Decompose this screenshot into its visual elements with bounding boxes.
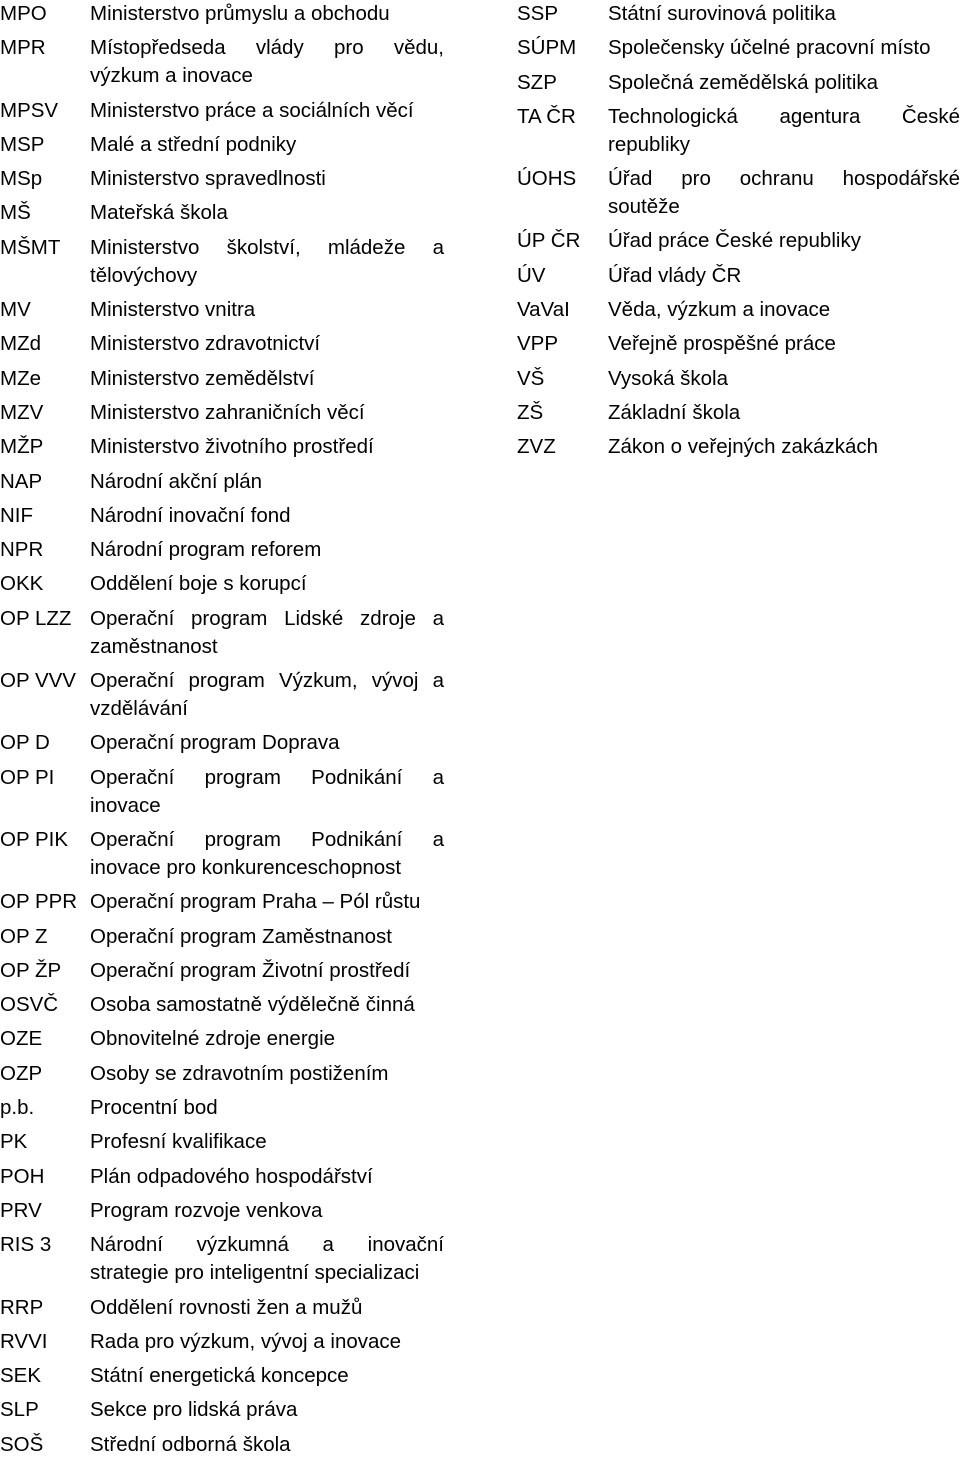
abbreviation-term: MŠMT bbox=[0, 235, 61, 259]
abbreviation-term: MPR bbox=[0, 36, 46, 60]
abbreviation-term: MV bbox=[0, 298, 31, 322]
abbreviation-entry bbox=[0, 1163, 444, 1197]
abbreviation-entry bbox=[0, 296, 444, 330]
abbreviation-definition: Společná zemědělská politika bbox=[608, 70, 879, 94]
abbreviation-entry bbox=[0, 923, 444, 957]
abbreviation-entry bbox=[0, 433, 444, 467]
abbreviation-definition: Státní surovinová politika bbox=[608, 2, 836, 25]
abbreviation-entry bbox=[0, 1025, 444, 1059]
abbreviation-definition: Operační program Zaměstnanost bbox=[90, 924, 392, 948]
abbreviation-definition: Ministerstvo školství, mládeže a tělovýchovy bbox=[90, 235, 444, 287]
abbreviation-definition: Společensky účelné pracovní místo bbox=[608, 36, 931, 60]
abbreviation-term: NIF bbox=[0, 503, 34, 527]
abbreviation-definition: Osoby se zdravotním postižením bbox=[90, 1061, 389, 1085]
abbreviation-entry bbox=[517, 262, 960, 296]
abbreviation-term: NAP bbox=[0, 469, 43, 493]
abbreviation-entry bbox=[0, 826, 444, 888]
abbreviation-term: OP D bbox=[0, 731, 50, 755]
abbreviation-term: MŽP bbox=[0, 435, 44, 459]
abbreviation-entry bbox=[0, 1328, 444, 1362]
abbreviation-term: VŠ bbox=[517, 366, 545, 390]
abbreviation-entry bbox=[0, 234, 444, 296]
abbreviation-term: OP Z bbox=[0, 924, 48, 948]
abbreviation-definition: Národní inovační fond bbox=[90, 503, 291, 527]
abbreviation-term: MSP bbox=[0, 132, 45, 156]
abbreviation-entry bbox=[0, 1294, 444, 1328]
abbreviation-entry bbox=[517, 227, 960, 261]
abbreviation-entry bbox=[0, 991, 444, 1025]
abbreviation-entry bbox=[0, 502, 444, 536]
abbreviation-term: OP LZZ bbox=[0, 606, 72, 630]
abbreviation-definition: Místopředseda vlády pro vědu, výzkum a inovace bbox=[90, 36, 444, 88]
abbreviation-list-right bbox=[517, 0, 960, 468]
abbreviation-entry bbox=[517, 365, 960, 399]
abbreviation-definition: Vysoká škola bbox=[608, 366, 729, 390]
abbreviation-entry bbox=[0, 365, 444, 399]
abbreviation-term: OP PI bbox=[0, 765, 55, 789]
abbreviation-term: MZV bbox=[0, 400, 44, 424]
abbreviation-definition: Ministerstvo zahraničních věcí bbox=[90, 400, 365, 424]
abbreviation-definition: Operační program Výzkum, vývoj a vzdělávání bbox=[90, 669, 444, 721]
abbreviation-definition: Profesní kvalifikace bbox=[90, 1130, 267, 1154]
abbreviation-entry bbox=[0, 330, 444, 364]
abbreviation-term: MZd bbox=[0, 332, 41, 356]
abbreviation-entry bbox=[517, 330, 960, 364]
abbreviation-entry bbox=[0, 1231, 444, 1293]
abbreviation-term: ZVZ bbox=[517, 435, 556, 459]
abbreviation-term: TA ČR bbox=[517, 104, 576, 128]
abbreviation-definition: Veřejně prospěšné práce bbox=[608, 332, 836, 356]
abbreviation-definition: Ministerstvo práce a sociálních věcí bbox=[90, 98, 414, 122]
abbreviation-term: RIS 3 bbox=[0, 1233, 52, 1257]
abbreviation-term: NPR bbox=[0, 538, 44, 562]
abbreviation-definition: Obnovitelné zdroje energie bbox=[90, 1027, 336, 1051]
abbreviation-entry bbox=[517, 69, 960, 103]
abbreviation-entry bbox=[0, 570, 444, 604]
abbreviation-definition: Oddělení rovnosti žen a mužů bbox=[90, 1295, 363, 1319]
abbreviation-entry bbox=[517, 165, 960, 227]
abbreviation-entry bbox=[0, 131, 444, 165]
abbreviation-definition: Ministerstvo životního prostředí bbox=[90, 435, 374, 459]
abbreviation-entry bbox=[0, 536, 444, 570]
abbreviation-definition: Ministerstvo vnitra bbox=[90, 298, 256, 322]
abbreviation-definition: Úřad pro ochranu hospodářské soutěže bbox=[608, 167, 960, 219]
abbreviation-entry bbox=[0, 468, 444, 502]
abbreviation-term: p.b. bbox=[0, 1096, 35, 1120]
abbreviation-definition: Ministerstvo spravedlnosti bbox=[90, 167, 326, 191]
abbreviation-definition: Národní výzkumná a inovační strategie pro inteligentní specializaci bbox=[90, 1233, 444, 1285]
abbreviation-entry bbox=[0, 165, 444, 199]
abbreviation-term: OP ŽP bbox=[0, 958, 62, 982]
abbreviation-definition: Státní energetická koncepce bbox=[90, 1364, 349, 1388]
abbreviation-term: SSP bbox=[517, 2, 559, 25]
abbreviation-definition: Operační program Doprava bbox=[90, 731, 340, 755]
abbreviation-definition: Technologická agentura České republiky bbox=[608, 104, 960, 156]
abbreviation-entry bbox=[0, 97, 444, 131]
abbreviation-term: SÚPM bbox=[517, 36, 577, 60]
abbreviation-entry bbox=[0, 199, 444, 233]
abbreviation-entry bbox=[0, 957, 444, 991]
abbreviation-definition: Střední odborná škola bbox=[90, 1432, 291, 1456]
abbreviation-entry bbox=[0, 1362, 444, 1396]
abbreviation-term: OZE bbox=[0, 1027, 43, 1051]
abbreviation-entry bbox=[0, 605, 444, 667]
abbreviation-term: SOŠ bbox=[0, 1432, 44, 1456]
abbreviation-term: MSp bbox=[0, 167, 43, 191]
abbreviation-entry bbox=[517, 103, 960, 165]
abbreviation-term: OP PPR bbox=[0, 890, 78, 914]
abbreviation-entry bbox=[0, 1396, 444, 1430]
abbreviation-definition: Úřad práce České republiky bbox=[608, 229, 861, 253]
abbreviation-entry bbox=[0, 1060, 444, 1094]
abbreviation-entry bbox=[0, 0, 444, 34]
abbreviation-term: ZŠ bbox=[517, 400, 544, 424]
abbreviation-entry bbox=[0, 34, 444, 96]
abbreviation-term: ÚOHS bbox=[517, 167, 577, 191]
abbreviation-definition: Program rozvoje venkova bbox=[90, 1198, 323, 1222]
abbreviation-entry bbox=[0, 764, 444, 826]
abbreviation-definition: Ministerstvo zdravotnictví bbox=[90, 332, 321, 356]
abbreviation-definition: Úřad vlády ČR bbox=[608, 263, 742, 287]
abbreviation-term: PRV bbox=[0, 1198, 42, 1222]
abbreviation-term: VPP bbox=[517, 332, 559, 356]
abbreviation-term: MPO bbox=[0, 2, 47, 25]
abbreviation-entry bbox=[0, 888, 444, 922]
abbreviation-definition: Ministerstvo průmyslu a obchodu bbox=[90, 2, 390, 25]
abbreviation-definition: Oddělení boje s korupcí bbox=[90, 572, 307, 596]
abbreviation-term: OZP bbox=[0, 1061, 43, 1085]
abbreviation-definition: Mateřská škola bbox=[90, 201, 228, 225]
abbreviation-definition: Rada pro výzkum, vývoj a inovace bbox=[90, 1329, 402, 1353]
abbreviation-entry bbox=[517, 296, 960, 330]
abbreviation-definition: Operační program Lidské zdroje a zaměstnanost bbox=[90, 606, 444, 658]
abbreviation-definition: Operační program Podnikání a inovace pro konkurenceschopnost bbox=[90, 827, 444, 879]
abbreviation-term: RRP bbox=[0, 1295, 44, 1319]
abbreviation-definition: Operační program Životní prostředí bbox=[90, 958, 411, 982]
abbreviation-list-left bbox=[0, 0, 444, 1465]
abbreviation-definition: Národní akční plán bbox=[90, 469, 263, 493]
abbreviation-definition: Operační program Praha – Pól růstu bbox=[90, 890, 421, 914]
abbreviation-term: PK bbox=[0, 1130, 28, 1154]
abbreviation-term: ÚP ČR bbox=[517, 229, 581, 253]
abbreviation-term: VaVaI bbox=[517, 298, 570, 322]
abbreviation-term: SEK bbox=[0, 1364, 42, 1388]
abbreviation-term: POH bbox=[0, 1164, 45, 1188]
abbreviation-entry bbox=[0, 667, 444, 729]
abbreviation-entry bbox=[0, 1128, 444, 1162]
abbreviation-term: OP VVV bbox=[0, 669, 76, 693]
abbreviation-entry bbox=[0, 1431, 444, 1465]
abbreviation-term: MPSV bbox=[0, 98, 59, 122]
abbreviation-entry bbox=[517, 0, 960, 34]
abbreviation-definition: Malé a střední podniky bbox=[90, 132, 297, 156]
abbreviation-definition: Plán odpadového hospodářství bbox=[90, 1164, 373, 1188]
abbreviation-term: MZe bbox=[0, 366, 41, 390]
abbreviation-definition: Věda, výzkum a inovace bbox=[608, 298, 831, 322]
abbreviation-definition: Sekce pro lidská práva bbox=[90, 1398, 298, 1422]
abbreviation-entry bbox=[0, 729, 444, 763]
abbreviation-definition: Základní škola bbox=[608, 400, 741, 424]
abbreviation-term: MŠ bbox=[0, 201, 31, 225]
abbreviation-term: OSVČ bbox=[0, 993, 59, 1017]
abbreviation-term: ÚV bbox=[517, 263, 546, 287]
abbreviation-term: OP PIK bbox=[0, 827, 68, 851]
abbreviation-definition: Národní program reforem bbox=[90, 538, 322, 562]
abbreviation-term: OKK bbox=[0, 572, 44, 596]
abbreviation-definition: Procentní bod bbox=[90, 1096, 218, 1120]
abbreviation-term: SZP bbox=[517, 70, 557, 94]
abbreviation-definition: Zákon o veřejných zakázkách bbox=[608, 435, 879, 459]
abbreviation-entry bbox=[0, 1094, 444, 1128]
abbreviation-definition: Operační program Podnikání a inovace bbox=[90, 765, 444, 817]
abbreviation-entry bbox=[0, 1197, 444, 1231]
abbreviation-term: SLP bbox=[0, 1398, 39, 1422]
abbreviation-entry bbox=[517, 433, 960, 467]
abbreviation-definition: Ministerstvo zemědělství bbox=[90, 366, 315, 390]
abbreviation-entry bbox=[517, 399, 960, 433]
abbreviation-definition: Osoba samostatně výdělečně činná bbox=[90, 993, 415, 1017]
abbreviation-entry bbox=[517, 34, 960, 68]
abbreviation-entry bbox=[0, 399, 444, 433]
abbreviation-term: RVVI bbox=[0, 1329, 48, 1353]
